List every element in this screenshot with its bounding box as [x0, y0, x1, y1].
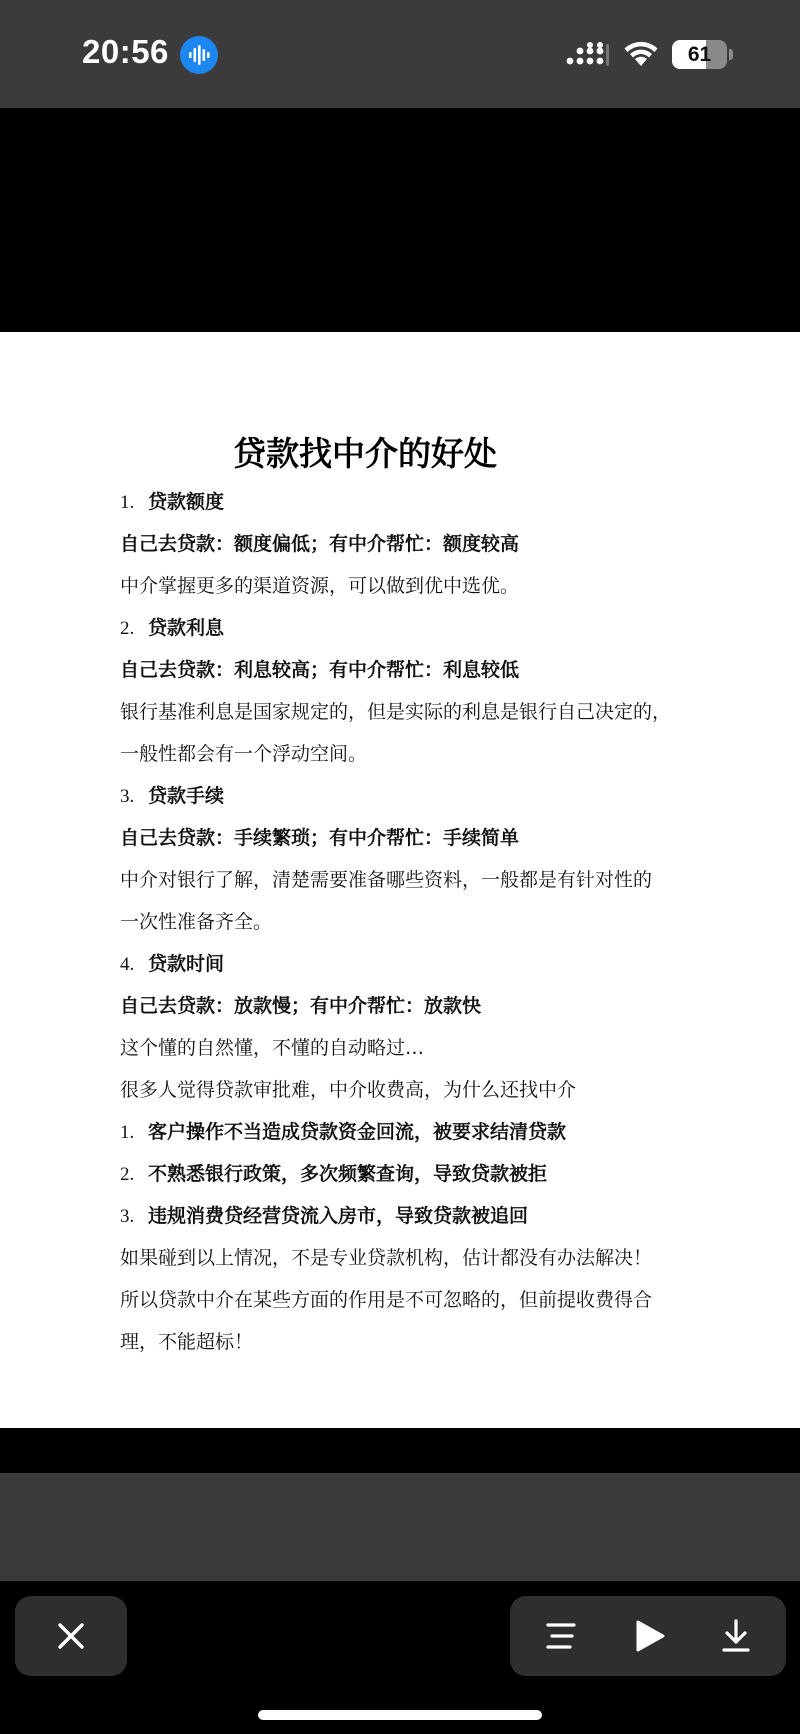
line-text: 自己去贷款：放款慢；有中介帮忙：放款快 — [120, 995, 482, 1017]
list-number: 1. — [120, 1122, 135, 1143]
battery-level: 61 — [687, 43, 712, 66]
line-text: 贷款利息 — [148, 617, 225, 639]
line-text: 理，不能超标！ — [120, 1331, 254, 1353]
line-text: 银行基准利息是国家规定的，但是实际的利息是银行自己决定的， — [120, 701, 672, 723]
document-line — [120, 1279, 720, 1321]
document-line — [120, 1153, 720, 1195]
cellular-signal-icon — [566, 42, 610, 72]
document-line — [120, 775, 720, 817]
viewer-background — [0, 1473, 800, 1581]
line-text: 贷款手续 — [148, 785, 225, 807]
document-line — [120, 733, 720, 775]
battery-icon — [672, 40, 727, 69]
list-number: 2. — [120, 618, 135, 639]
line-text: 一般性都会有一个浮动空间。 — [120, 743, 368, 765]
document-line — [120, 817, 720, 859]
audio-recording-icon[interactable] — [180, 36, 218, 74]
viewer-bottom-letterbox — [0, 1428, 800, 1473]
document-line — [120, 649, 720, 691]
line-text: 这个懂的自然懂，不懂的自动略过… — [120, 1037, 425, 1059]
download-icon — [721, 1619, 751, 1653]
document-line — [120, 565, 720, 607]
line-text: 自己去贷款：额度偏低；有中介帮忙：额度较高 — [120, 533, 520, 555]
list-number: 1. — [120, 492, 135, 513]
viewer-top-letterbox — [0, 108, 800, 332]
document-line — [120, 1237, 720, 1279]
close-button[interactable] — [15, 1596, 127, 1676]
list-button[interactable] — [530, 1606, 590, 1666]
action-button-group — [510, 1596, 786, 1676]
line-text: 自己去贷款：利息较高；有中介帮忙：利息较低 — [120, 659, 520, 681]
document-line — [120, 901, 720, 943]
document-line — [120, 691, 720, 733]
line-text: 不熟悉银行政策，多次频繁查询，导致贷款被拒 — [148, 1163, 548, 1185]
line-text: 自己去贷款：手续繁琐；有中介帮忙：手续简单 — [120, 827, 520, 849]
line-text: 贷款时间 — [148, 953, 225, 975]
play-icon — [635, 1619, 665, 1653]
list-number: 3. — [120, 786, 135, 807]
list-icon — [546, 1622, 576, 1650]
line-text: 一次性准备齐全。 — [120, 911, 273, 933]
battery-cap — [729, 49, 733, 60]
line-text: 贷款额度 — [148, 491, 225, 513]
close-icon — [57, 1622, 85, 1650]
document-line — [120, 1027, 720, 1069]
document-page[interactable] — [0, 332, 800, 1428]
list-number: 4. — [120, 954, 135, 975]
document-line — [120, 1195, 720, 1237]
document-body — [120, 481, 720, 1363]
document-title: 贷款找中介的好处 — [233, 434, 497, 473]
wifi-icon — [622, 38, 660, 72]
document-line — [120, 859, 720, 901]
list-number: 2. — [120, 1164, 135, 1185]
download-button[interactable] — [706, 1606, 766, 1666]
document-line — [120, 481, 720, 523]
line-text: 中介掌握更多的渠道资源，可以做到优中选优。 — [120, 575, 520, 597]
document-line — [120, 523, 720, 565]
home-indicator[interactable] — [258, 1710, 542, 1720]
line-text: 所以贷款中介在某些方面的作用是不可忽略的，但前提收费得合 — [120, 1289, 653, 1311]
document-line — [120, 1111, 720, 1153]
status-bar — [0, 0, 800, 108]
status-time: 20:56 — [82, 33, 169, 70]
document-line — [120, 607, 720, 649]
line-text: 违规消费贷经营贷流入房市，导致贷款被追回 — [148, 1205, 529, 1227]
document-line — [120, 1069, 720, 1111]
list-number: 3. — [120, 1206, 135, 1227]
document-line — [120, 985, 720, 1027]
line-text: 中介对银行了解，清楚需要准备哪些资料，一般都是有针对性的 — [120, 869, 653, 891]
line-text: 很多人觉得贷款审批难，中介收费高，为什么还找中介 — [120, 1079, 577, 1101]
line-text: 客户操作不当造成贷款资金回流，被要求结清贷款 — [148, 1121, 567, 1143]
line-text: 如果碰到以上情况，不是专业贷款机构，估计都没有办法解决！ — [120, 1247, 653, 1269]
document-line — [120, 1321, 720, 1363]
document-line — [120, 943, 720, 985]
play-button[interactable] — [620, 1606, 680, 1666]
